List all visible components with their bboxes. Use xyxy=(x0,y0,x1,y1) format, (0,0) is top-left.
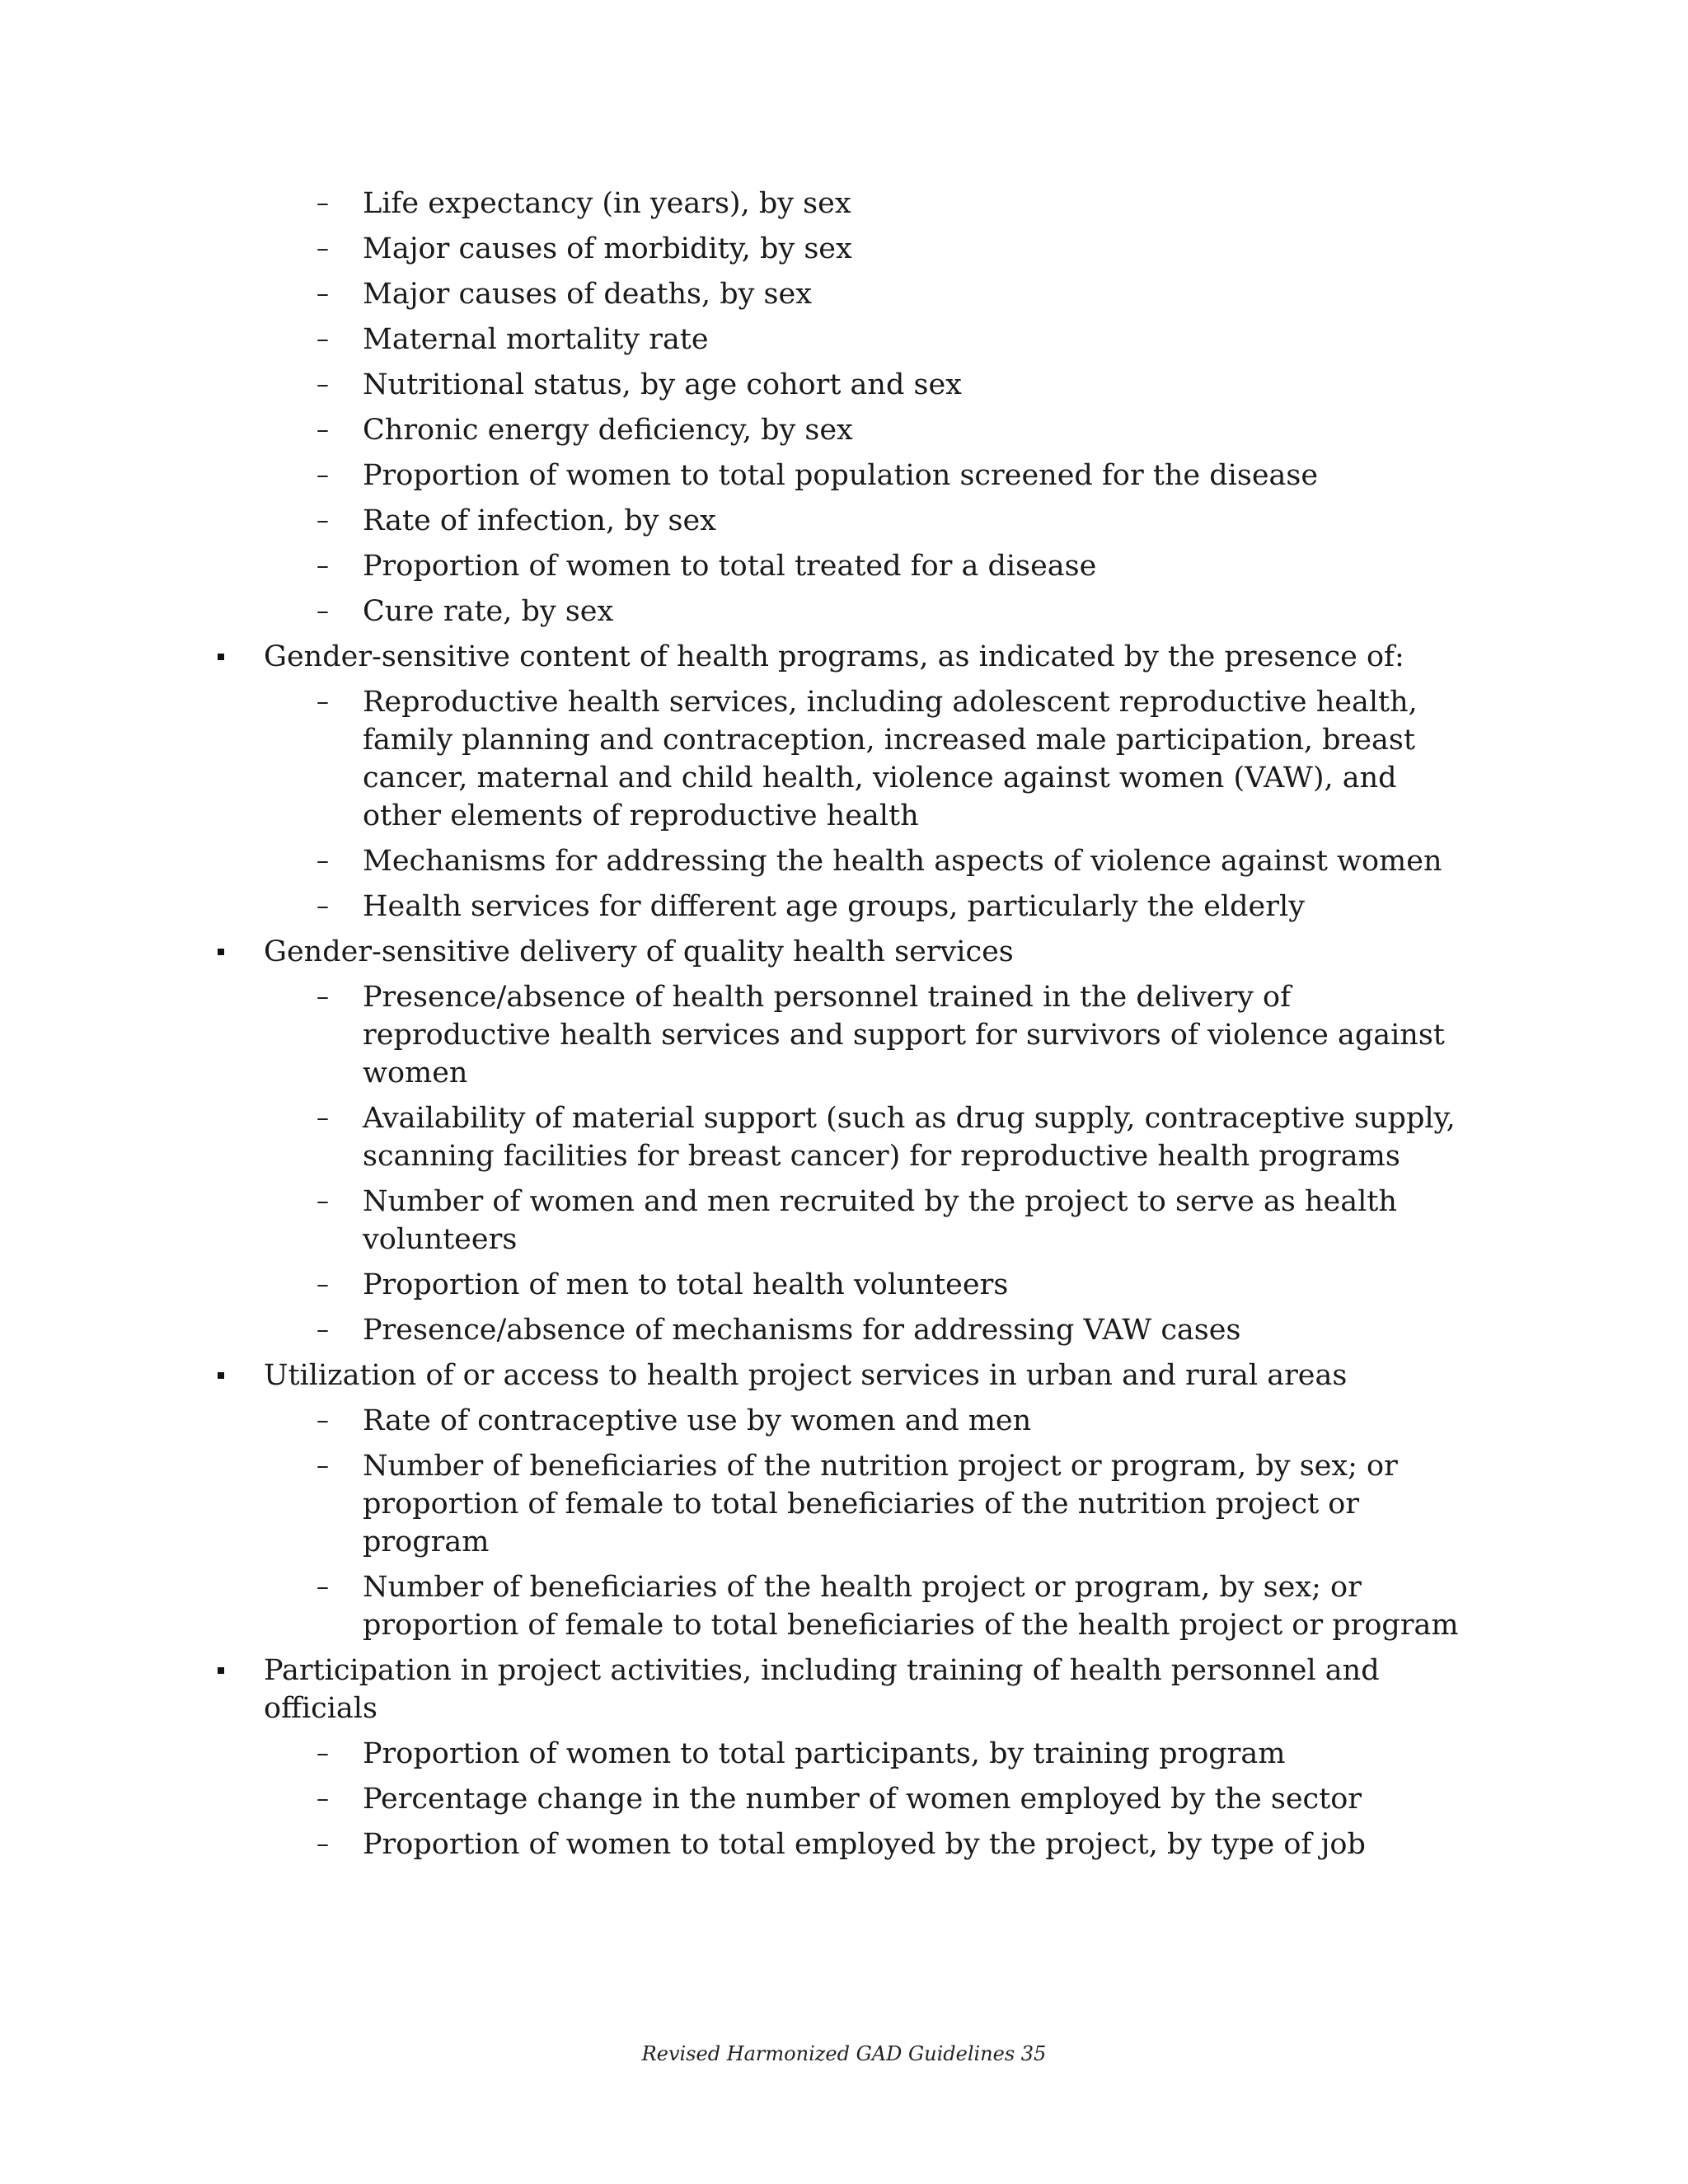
list-item: – Cure rate, by sex xyxy=(363,593,1467,630)
list-item: – Presence/absence of mechanisms for addressing VAW cases xyxy=(363,1311,1467,1349)
list-item: – Proportion of men to total health volunteers xyxy=(363,1266,1467,1304)
page-footer: Revised Harmonized GAD Guidelines 35 xyxy=(641,2042,1047,2065)
list-item: – Major causes of morbidity, by sex xyxy=(363,230,1467,268)
list-item: – Proportion of women to total participants, by training program xyxy=(363,1735,1467,1773)
list-item: – Life expectancy (in years), by sex xyxy=(363,185,1467,223)
section-heading xyxy=(264,1357,1467,1394)
list-item: – Presence/absence of health personnel trained in the delivery of reproductive health services and support for survivors of violence against women xyxy=(363,978,1467,1092)
list-item: – Number of beneficiaries of the health project or program, by sex; or proportion of female to total beneficiaries of the health project or program xyxy=(363,1568,1467,1644)
list-item: – Major causes of deaths, by sex xyxy=(363,275,1467,313)
list-item: – Proportion of women to total population screened for the disease xyxy=(363,457,1467,494)
list-item: – Proportion of women to total employed by the project, by type of job xyxy=(363,1825,1467,1863)
section-heading-text: Gender-sensitive content of health programs, as indicated by the presence of: xyxy=(264,640,1404,673)
list-item: – Maternal mortality rate xyxy=(363,321,1467,359)
square-bullet-icon xyxy=(218,654,224,660)
section-heading-text: Utilization of or access to health project services in urban and rural areas xyxy=(264,1359,1348,1392)
list-item: – Nutritional status, by age cohort and sex xyxy=(363,366,1467,404)
square-bullet-icon xyxy=(218,1372,224,1379)
list-item: – Health services for different age groups, particularly the elderly xyxy=(363,888,1467,926)
list-item: – Rate of infection, by sex xyxy=(363,502,1467,540)
list-item: – Reproductive health services, including adolescent reproductive health, family planning and contraception, increased male participation, breast cancer, maternal and child health, violence against women (VAW), and other elements of reproductive health xyxy=(363,683,1467,835)
list-item: – Availability of material support (such as drug supply, contraceptive supply, scanning facilities for breast cancer) for reproductive health programs xyxy=(363,1099,1467,1175)
section-heading xyxy=(264,1652,1467,1727)
square-bullet-icon xyxy=(218,949,224,955)
list-item: – Proportion of women to total treated for a disease xyxy=(363,547,1467,585)
list-item: – Mechanisms for addressing the health aspects of violence against women xyxy=(363,842,1467,880)
list-item: – Chronic energy deficiency, by sex xyxy=(363,411,1467,449)
list-item: – Number of beneficiaries of the nutrition project or program, by sex; or proportion of female to total beneficiaries of the nutrition project or program xyxy=(363,1447,1467,1561)
section-heading xyxy=(264,933,1467,971)
document-body xyxy=(0,185,1688,1871)
section-heading-text: Participation in project activities, including training of health personnel and officials xyxy=(264,1654,1380,1725)
list-item: – Percentage change in the number of women employed by the sector xyxy=(363,1780,1467,1818)
list-item: – Rate of contraceptive use by women and men xyxy=(363,1402,1467,1440)
section-heading xyxy=(264,638,1467,676)
section-heading-text: Gender-sensitive delivery of quality health services xyxy=(264,935,1014,968)
square-bullet-icon xyxy=(218,1667,224,1674)
list-item: – Number of women and men recruited by the project to serve as health volunteers xyxy=(363,1183,1467,1258)
